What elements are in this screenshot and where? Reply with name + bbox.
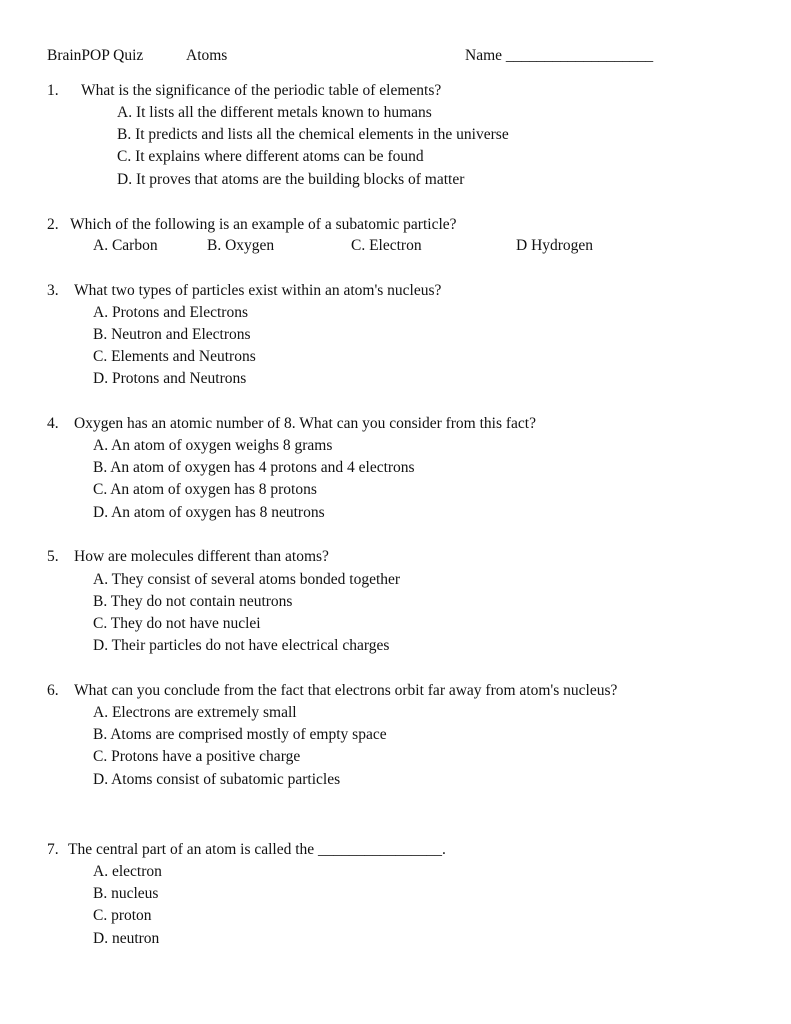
answer-option: C. It explains where different atoms can be found — [117, 148, 424, 165]
answer-option: B. They do not contain neutrons — [93, 593, 293, 610]
answer-option: A. Carbon — [93, 237, 158, 254]
question-number: 7. — [47, 841, 59, 858]
question-text: Which of the following is an example of a subatomic particle? — [70, 216, 457, 233]
quiz-topic: Atoms — [186, 47, 228, 64]
answer-option: D. neutron — [93, 930, 160, 947]
question-text: How are molecules different than atoms? — [74, 548, 329, 565]
answer-option: D. Their particles do not have electrical charges — [93, 637, 390, 654]
name-field-label: Name ___________________ — [465, 47, 654, 64]
answer-option: C. They do not have nuclei — [93, 615, 261, 632]
question-text: What two types of particles exist within an atom's nucleus? — [74, 282, 442, 299]
answer-option: A. They consist of several atoms bonded together — [93, 571, 401, 588]
answer-option: A. It lists all the different metals known to humans — [117, 104, 432, 121]
question-number: 4. — [47, 415, 59, 432]
answer-option: C. proton — [93, 907, 152, 924]
question-number: 2. — [47, 216, 59, 233]
question-text: The central part of an atom is called the ________________. — [68, 841, 446, 858]
answer-option: D. Atoms consist of subatomic particles — [93, 771, 341, 788]
question-number: 6. — [47, 682, 59, 699]
answer-option: B. Neutron and Electrons — [93, 326, 251, 343]
answer-option: D. It proves that atoms are the building blocks of matter — [117, 171, 465, 188]
answer-option: C. Elements and Neutrons — [93, 348, 256, 365]
answer-option: C. An atom of oxygen has 8 protons — [93, 481, 317, 498]
answer-option: A. electron — [93, 863, 162, 880]
answer-option: C. Protons have a positive charge — [93, 748, 301, 765]
answer-option: B. nucleus — [93, 885, 159, 902]
answer-option: B. An atom of oxygen has 4 protons and 4 electrons — [93, 459, 415, 476]
quiz-title: BrainPOP Quiz — [47, 47, 144, 64]
answer-option: C. Electron — [351, 237, 422, 254]
answer-option: A. Protons and Electrons — [93, 304, 248, 321]
answer-option: B. Oxygen — [207, 237, 275, 254]
question-number: 1. — [47, 82, 59, 99]
question-text: What is the significance of the periodic table of elements? — [81, 82, 442, 99]
answer-option: B. Atoms are comprised mostly of empty space — [93, 726, 387, 743]
question-number: 3. — [47, 282, 59, 299]
question-number: 5. — [47, 548, 59, 565]
question-text: Oxygen has an atomic number of 8. What can you consider from this fact? — [74, 415, 536, 432]
answer-option: A. Electrons are extremely small — [93, 704, 297, 721]
answer-option: D. An atom of oxygen has 8 neutrons — [93, 504, 325, 521]
answer-option: D. Protons and Neutrons — [93, 370, 247, 387]
answer-option: B. It predicts and lists all the chemical elements in the universe — [117, 126, 509, 143]
answer-option: D Hydrogen — [516, 237, 594, 254]
question-text: What can you conclude from the fact that electrons orbit far away from atom's nucleus? — [74, 682, 618, 699]
answer-option: A. An atom of oxygen weighs 8 grams — [93, 437, 333, 454]
